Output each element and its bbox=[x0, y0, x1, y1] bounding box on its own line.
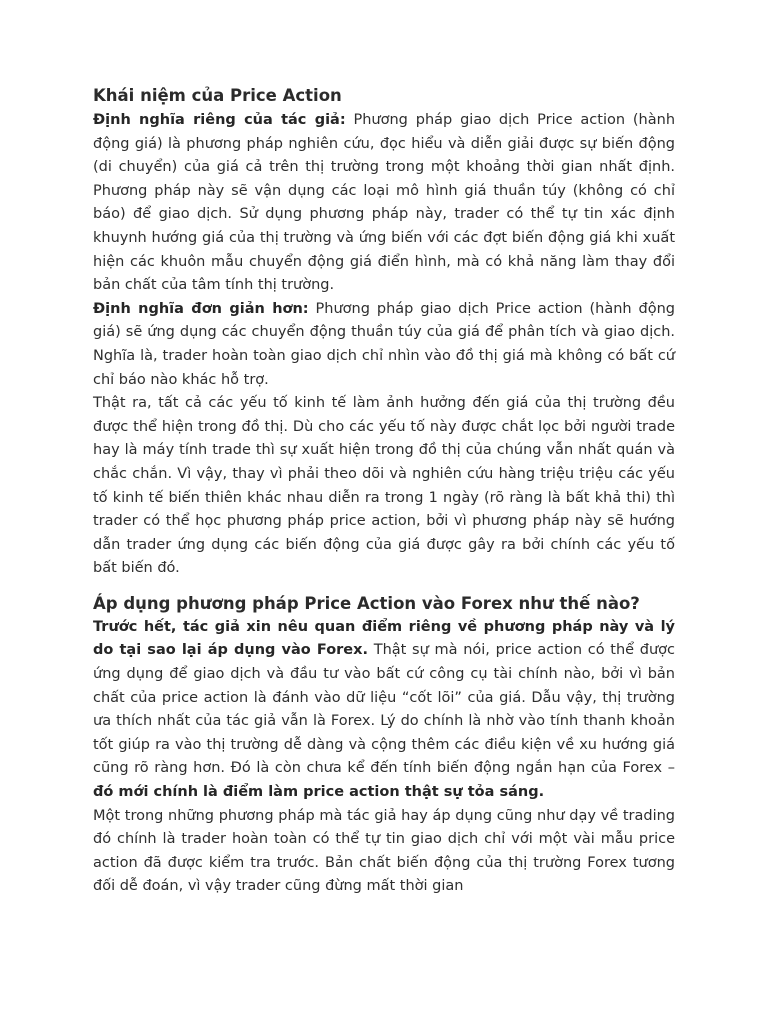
paragraph-simple-definition bbox=[93, 298, 675, 392]
paragraph-text: Phương pháp giao dịch Price action (hành động giá) là phương pháp nghiên cứu, đọc hiểu và diễn giải được sự biến động (di chuyển) của giá cả trên thị trường trong một khoảng thời gian nhất định. Phương pháp này sẽ vận dụng các loại mô hình giá thuần túy (không có chỉ báo) để giao dịch. Sử dụng phương pháp này, trader có thể tự tin xác định khuynh hướng giá của thị trường và ứng biến với các đợt biến động giá khi xuất hiện các khuôn mẫu chuyển động giá điển hình, mà có khả năng làm thay đổi bản chất của tâm tính thị trường. bbox=[93, 112, 676, 294]
paragraph-closing-bold: đó mới chính là điểm làm price action thật sự tỏa sáng. bbox=[93, 784, 545, 801]
paragraph-author-view bbox=[93, 616, 675, 805]
section-heading-price-action-concept: Khái niệm của Price Action bbox=[93, 86, 342, 105]
paragraph-lead-bold: Định nghĩa riêng của tác giả: bbox=[93, 112, 346, 128]
section-heading-apply-forex: Áp dụng phương pháp Price Action vào Forex như thế nào? bbox=[93, 593, 640, 613]
paragraph-trading-method bbox=[93, 805, 675, 899]
paragraph-economic-factors bbox=[93, 392, 675, 581]
paragraph-author-definition bbox=[93, 109, 675, 298]
paragraph-lead-bold: Trước hết, tác giả xin nêu quan điểm riêng về phương pháp này và lý do tại sao lại áp dụng vào Forex. bbox=[93, 618, 675, 659]
document-page bbox=[93, 84, 675, 899]
paragraph-text: Một trong những phương pháp mà tác giả hay áp dụng cũng như dạy về trading đó chính là trader hoàn toàn có thể tự tin giao dịch chỉ với một vài mẫu price action đã được kiểm tra trước. Bản chất biến động của thị trường Forex tương đối dễ đoán, vì vậy trader cũng đừng mất thời gian bbox=[93, 807, 675, 895]
paragraph-text: Thật sự mà nói, price action có thể được ứng dụng để giao dịch và đầu tư vào bất cứ công cụ tài chính nào, bởi vì bản chất của price action là đánh vào dữ liệu “cốt lõi” của giá. Dẫu vậy, thị trường ưa thích nhất của tác giả vẫn là Forex. Lý do chính là nhờ vào tính thanh khoản tốt giúp ra vào thị trường dễ dàng và cộng thêm các điều kiện về xu hướng giá cũng rõ ràng hơn. Đó là còn chưa kể đến tính biến động ngắn hạn của Forex – bbox=[93, 642, 676, 777]
paragraph-lead-bold: Định nghĩa đơn giản hơn: bbox=[93, 300, 309, 317]
paragraph-text: Phương pháp giao dịch Price action (hành động giá) sẽ ứng dụng các chuyển động thuần túy của giá để phân tích và giao dịch. Nghĩa là, trader hoàn toàn giao dịch chỉ nhìn vào đồ thị giá mà không có bất cứ chỉ báo nào khác hỗ trợ. bbox=[93, 300, 676, 388]
paragraph-text: Thật ra, tất cả các yếu tố kinh tế làm ảnh hưởng đến giá của thị trường đều được thể hiện trong đồ thị. Dù cho các yếu tố này được chắt lọc bởi người trade hay là máy tính trade thì sự xuất hiện trong đồ thị của chúng vẫn nhất quán và chắc chắn. Vì vậy, thay vì phải theo dõi và nghiên cứu hàng triệu triệu các yếu tố kinh tế biến thiên khác nhau diễn ra trong 1 ngày (rõ ràng là bất khả thi) thì trader có thể học phương pháp price action, bởi vì phương pháp này sẽ hướng dẫn trader ứng dụng các biến động của giá được gây ra bởi chính các yếu tố bất biến đó. bbox=[93, 395, 675, 577]
